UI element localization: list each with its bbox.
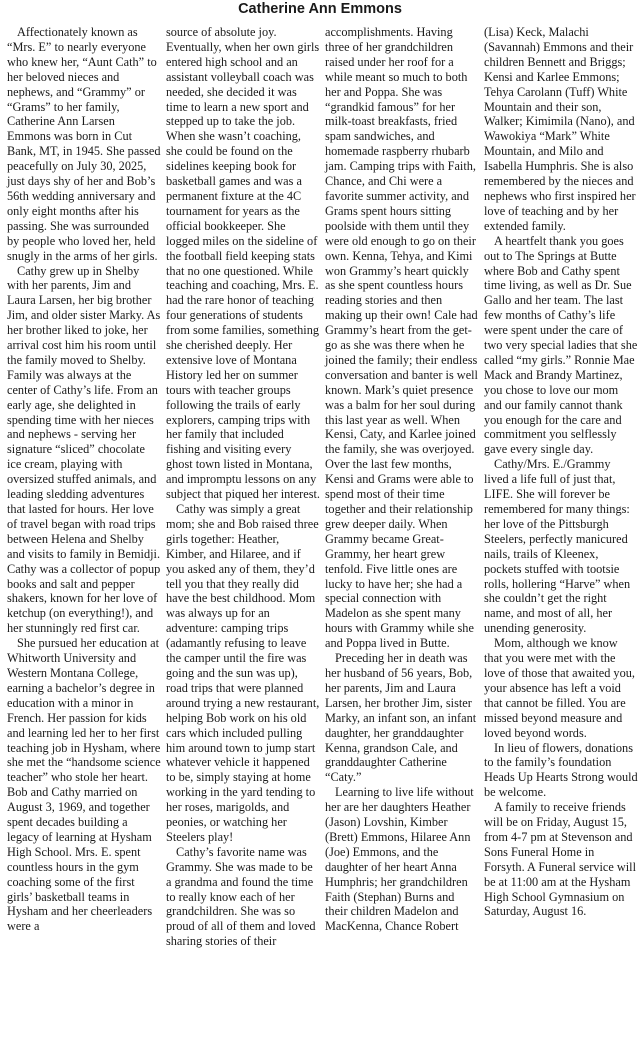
text-column-4	[484, 25, 638, 919]
paragraph: accomplishments. Having three of her grandchildren raised under her roof for a while meant so much to both her and Poppa. She was “grandkid famous” for her milk-toast breakfasts, fried spam sandwiches, and homemade raspberry rhubarb jam. Camping trips with Faith, Chance, and Chi were a favorite summer activity, and Grams spent hours sitting poolside with them until they were old enough to go on their own. Kenna, Tehya, and Kimi won Grammy’s heart quickly as she spent countless hours reading stories and then making up their own! Cale had Grammy’s heart from the get-go as she was there when he joined the family; their endless conversation and banter is well known. Mark’s quiet presence was a balm for her soul during this last year as well. When Kensi, Caty, and Karlee joined the family, she was overjoyed. Over the last few months, Kensi and Grams were able to spend most of their time together and their relationship grew deeper daily. When Grammy became Great-Grammy, her heart grew tenfold. Five little ones are lucky to have her; she had a special connection with Madelon as she spent many hours with Grammy while she and Poppa lived in Butte.	[325, 25, 478, 651]
paragraph: In lieu of flowers, donations to the family’s foundation Heads Up Hearts Strong would be welcome.	[484, 740, 638, 800]
paragraph: Cathy/Mrs. E./Grammy lived a life full of just that, LIFE. She will forever be remembered for many things: her love of the Pittsburgh Steelers, perfectly manicured nails, trails of Kleenex, pockets stuffed with tootsie rolls, hollering “Harve” when she couldn’t get the right name, and most of all, her unending generosity.	[484, 457, 631, 636]
paragraph: A family to receive friends will be on Friday, August 15, from 4-7 pm at Stevenson and Sons Funeral Home in Forsyth. A Funeral service will be at 11:00 am at the Hysham High School Gymnasium on Saturday, August 16.	[484, 800, 636, 919]
paragraph: Affectionately known as “Mrs. E” to nearly everyone who knew her, “Aunt Cath” to her beloved nieces and nephews, and “Grammy” or “Grams” to her family, Catherine Ann Larsen Emmons was born in Cut Bank, MT, in 1945. She passed peacefully on July 30, 2025, just days shy of her and Bob’s 56th wedding anniversary and only eight months after his passing. She was surrounded by people who loved her, held snugly in the arms of her girls.	[7, 25, 161, 263]
paragraph: source of absolute joy. Eventually, when her own girls entered high school and an assistant volleyball coach was needed, she decided it was time to learn a new sport and stepped up to take the job. When she wasn’t coaching, she could be found on the sidelines keeping book for basketball games and was a permanent fixture at the 4C tournament for years as the official bookkeeper. She logged miles on the sideline of the football field keeping stats that no one questioned. While teaching and coaching, Mrs. E. had the rare honor of teaching four generations of students from some families, something she cherished deeply. Her extensive love of Montana History led her on summer tours with teacher groups following the trails of early explorers, camping trips with her family that included fishing and visiting every ghost town listed in Montana, and impromptu lessons on any subject that piqued her interest.	[166, 25, 321, 502]
paragraph: (Lisa) Keck, Malachi (Savannah) Emmons and their children Bennett and Briggs; Kensi and Karlee Emmons; Tehya Carolann (Tuff) White Mountain and their son, Walker; Kimimila (Nano), and Wawokiya “Mark” White Mountain, and Milo and Isabella Humphris. She is also remembered by the nieces and nephews who first inspired her love of teaching and by her extended family.	[484, 25, 636, 233]
paragraph: Mom, although we know that you were met with the love of those that awaited you, your absence has left a void that cannot be filled. You are missed beyond measure and loved beyond words.	[484, 636, 635, 740]
paragraph: Cathy grew up in Shelby with her parents, Jim and Laura Larsen, her big brother Jim, and older sister Marky. As her brother liked to joke, her arrival cost him his room until the family moved to Shelby. Family was always at the center of Cathy’s life. From an early age, she delighted in spending time with her nieces and nephews - serving her signature “sliced” chocolate ice cream, playing with oversized stuffed animals, and leading sledding adventures that lasted for hours. Her love of travel began with road trips between Helena and Shelby and visits to family in Bemidji. Cathy was a collector of popup books and salt and pepper shakers, known for her love of ketchup (on everything!), and her stunningly red first car.	[7, 263, 161, 636]
paragraph: Cathy’s favorite name was Grammy. She was made to be a grandma and found the time to really know each of her grandchildren. She was so proud of all of them and loved sharing stories of their	[166, 844, 316, 949]
text-column-3	[325, 25, 479, 934]
paragraph: A heartfelt thank you goes out to The Springs at Butte where Bob and Cathy spent time living, as well as Dr. Sue Gallo and her team. The last few months of Cathy’s life were spent under the care of two very special ladies that she called “my girls.” Ronnie Mae Mack and Brandy Martinez, you chose to love our mom and our family cannot thank you enough for the care and commitment you selflessly gave every single day.	[484, 233, 638, 457]
paragraph: Learning to live life without her are her daughters Heather (Jason) Lovshin, Kimber (Brett) Emmons, Hilaree Ann (Joe) Emmons, and the daughter of her heart Anna Humphris; her grandchildren Faith (Stephan) Burns and their children Madelon and MacKenna, Chance Robert	[325, 785, 474, 934]
text-column-2	[166, 25, 320, 949]
paragraph: Cathy was simply a great mom; she and Bob raised three girls together: Heather, Kimber, and Hilaree, and if you asked any of them, they’d tell you that they really did have the best childhood. Mom was always up for an adventure: camping trips (adamantly refusing to leave the camper until the fire was going and the sun was up), road trips that were planned around trying a new restaurant, helping Bob work on his old cars which included pulling him around town to jump start whatever vehicle it happened to be, simply staying at home working in the yard tending to her roses, marigolds, and peonies, or watching her Steelers play!	[166, 502, 320, 844]
text-column-1	[7, 25, 161, 934]
paragraph: Preceding her in death was her husband of 56 years, Bob, her parents, Jim and Laura Larsen, her brother Jim, sister Marky, an infant son, an infant daughter, her granddaughter Kenna, grandson Cale, and granddaughter Catherine “Caty.”	[325, 651, 477, 785]
paragraph: She pursued her education at Whitworth University and Western Montana College, earning a bachelor’s degree in education with a minor in French. Her passion for kids and learning led her to her first teaching job in Hysham, where she met the “handsome science teacher” who stole her heart. Bob and Cathy married on August 3, 1969, and together spent decades building a legacy of learning at Hysham High School. Mrs. E. spent countless hours in the gym coaching some of the first girls’ basketball teams in Hysham and her cheerleaders were a	[7, 636, 161, 934]
obituary-title: Catherine Ann Emmons	[238, 1, 402, 17]
